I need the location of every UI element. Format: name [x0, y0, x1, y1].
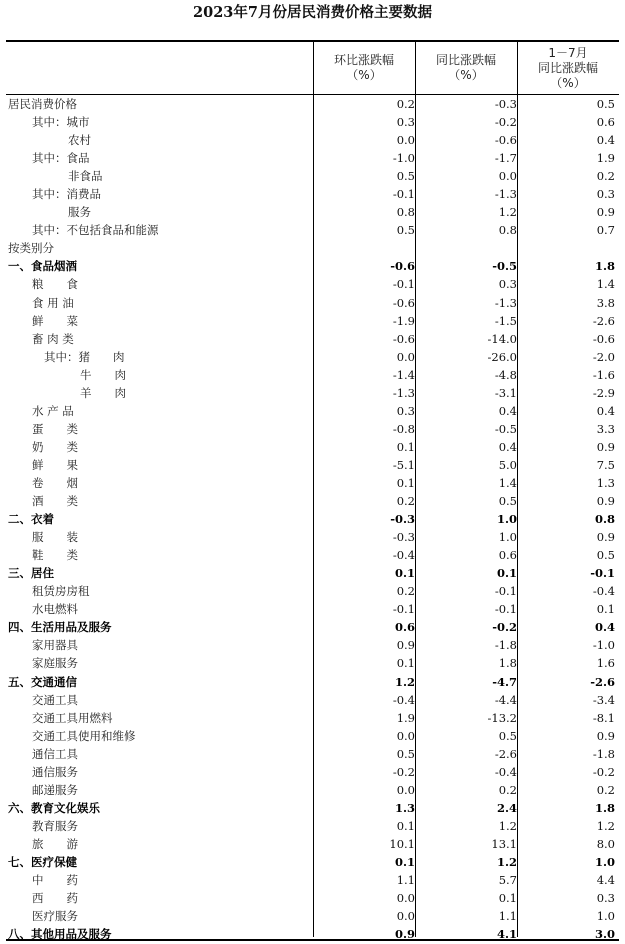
mom-value: 0.0: [396, 909, 415, 924]
table-row: [6, 673, 619, 691]
table-row: [6, 257, 619, 275]
table-row: [6, 600, 619, 618]
table-row: [6, 294, 619, 312]
mom-value: 0.2: [396, 584, 415, 599]
table-row: [6, 709, 619, 727]
table-row: [6, 203, 619, 221]
yoy-value: 2.4: [496, 800, 517, 815]
ytd-value: -2.9: [592, 385, 615, 400]
yoy-value: 0.5: [498, 728, 517, 743]
table-row: [6, 871, 619, 889]
mom-value: -0.8: [392, 421, 415, 436]
ytd-value: -1.8: [592, 746, 615, 761]
ytd-value: 0.4: [594, 620, 615, 635]
row-label: 七、医疗保健: [8, 854, 77, 869]
mom-value: 0.0: [396, 891, 415, 906]
row-label: 四、生活用品及服务: [8, 620, 112, 635]
row-label: 居民消费价格: [8, 97, 77, 111]
table-row: [6, 618, 619, 636]
mom-value: -0.1: [392, 277, 415, 292]
ytd-value: 8.0: [596, 836, 615, 851]
mom-value: -0.3: [392, 530, 415, 545]
ytd-value: 0.9: [596, 530, 615, 545]
yoy-value: 1.0: [498, 530, 517, 545]
ytd-value: 0.7: [596, 223, 615, 238]
table-row: [6, 330, 619, 348]
ytd-value: -1.0: [592, 638, 615, 653]
row-label: 其中：猪 肉: [44, 349, 125, 364]
ytd-value: 1.9: [596, 151, 615, 166]
ytd-value: 0.1: [596, 602, 615, 617]
table-row: [6, 799, 619, 817]
row-label: 食 用 油: [32, 295, 74, 310]
yoy-value: -0.6: [494, 133, 517, 148]
mom-value: -0.1: [392, 602, 415, 617]
mom-value: 0.2: [396, 494, 415, 509]
yoy-value: 0.4: [498, 403, 517, 418]
ytd-value: 1.4: [596, 277, 615, 292]
row-label: 交通工具: [32, 692, 78, 707]
mom-value: 1.3: [394, 800, 415, 815]
ytd-value: 1.6: [596, 656, 615, 671]
mom-value: -5.1: [392, 457, 415, 472]
header-mom-label: 环比涨跌幅: [333, 53, 394, 67]
yoy-value: 0.5: [498, 494, 517, 509]
yoy-value: -0.3: [494, 97, 517, 111]
yoy-value: 1.1: [498, 909, 517, 924]
ytd-value: -1.6: [592, 367, 615, 382]
mom-value: -1.3: [392, 385, 415, 400]
row-label: 通信工具: [32, 746, 78, 761]
table-row: [6, 492, 619, 510]
yoy-value: 4.1: [496, 927, 517, 942]
ytd-value: 1.2: [596, 818, 615, 833]
ytd-value: 0.6: [596, 115, 615, 130]
table-body: [6, 95, 619, 943]
table-row: [6, 366, 619, 384]
table-row: [6, 275, 619, 293]
row-label: 八、其他用品及服务: [8, 927, 112, 942]
header-ytd-unit: （%）: [550, 75, 586, 90]
mom-value: 0.5: [396, 223, 415, 238]
yoy-value: 1.0: [496, 512, 517, 527]
mom-value: 1.2: [394, 674, 415, 689]
row-label: 交通工具使用和维修: [32, 728, 136, 743]
row-label: 西 药: [32, 891, 78, 906]
row-label: 农村: [68, 133, 91, 148]
cpi-table: [6, 40, 619, 941]
row-label: 邮递服务: [32, 782, 78, 797]
table-row: [6, 113, 619, 131]
yoy-value: 0.1: [498, 891, 517, 906]
ytd-value: 0.5: [596, 548, 615, 563]
mom-value: 0.3: [396, 115, 415, 130]
ytd-value: 7.5: [596, 457, 615, 472]
table-row: [6, 817, 619, 835]
table-row: [6, 907, 619, 925]
ytd-value: -0.2: [592, 764, 615, 779]
mom-value: 0.5: [396, 746, 415, 761]
table-row: [6, 582, 619, 600]
table-row: [6, 510, 619, 528]
mom-value: 1.1: [396, 873, 415, 888]
ytd-value: 0.2: [596, 169, 615, 184]
row-label: 家用器具: [32, 638, 78, 653]
yoy-value: 5.0: [498, 457, 517, 472]
yoy-value: 13.1: [491, 836, 517, 851]
yoy-value: 1.2: [498, 205, 517, 220]
row-label: 蛋 类: [32, 421, 78, 436]
mom-value: -0.1: [392, 187, 415, 202]
header-yoy: [415, 42, 517, 94]
mom-value: 0.1: [396, 818, 415, 833]
yoy-value: 0.4: [498, 439, 517, 454]
row-label: 其中：城市: [32, 115, 90, 130]
ytd-value: -8.1: [592, 710, 615, 725]
table-row: [6, 149, 619, 167]
ytd-value: -2.6: [590, 674, 615, 689]
row-label: 非食品: [68, 169, 103, 184]
row-label: 牛 肉: [80, 367, 126, 382]
row-label: 二、衣着: [8, 512, 54, 527]
yoy-value: 0.2: [498, 782, 517, 797]
table-row: [6, 654, 619, 672]
table-row: [6, 384, 619, 402]
mom-value: -0.6: [390, 259, 415, 274]
header-mom-unit: （%）: [346, 68, 382, 82]
mom-value: 0.2: [396, 97, 415, 111]
yoy-value: -0.2: [492, 620, 517, 635]
row-label: 按类别分: [8, 241, 54, 256]
mom-value: 0.5: [396, 169, 415, 184]
table-row: [6, 781, 619, 799]
row-label: 交通工具用燃料: [32, 710, 113, 725]
ytd-value: 1.8: [594, 800, 615, 815]
yoy-value: 0.3: [498, 277, 517, 292]
mom-value: -0.6: [392, 331, 415, 346]
yoy-value: -13.2: [487, 710, 517, 725]
mom-value: 0.1: [394, 854, 415, 869]
yoy-value: -0.1: [494, 584, 517, 599]
row-label: 旅 游: [32, 836, 78, 851]
mom-value: 0.1: [394, 566, 415, 581]
ytd-value: 0.9: [596, 728, 615, 743]
header-yoy-unit: （%）: [448, 68, 484, 82]
mom-value: 0.1: [396, 439, 415, 454]
row-label: 教育服务: [32, 818, 78, 833]
row-label: 畜 肉 类: [32, 331, 74, 346]
table-row: [6, 239, 619, 257]
yoy-value: -0.2: [494, 115, 517, 130]
ytd-value: -0.1: [590, 566, 615, 581]
yoy-value: 0.0: [498, 169, 517, 184]
mom-value: 0.1: [396, 475, 415, 490]
mom-value: 0.8: [396, 205, 415, 220]
yoy-value: -4.7: [492, 674, 517, 689]
mom-value: 0.3: [396, 403, 415, 418]
mom-value: 0.9: [394, 927, 415, 942]
ytd-value: 0.9: [596, 494, 615, 509]
mom-value: -0.4: [392, 548, 415, 563]
yoy-value: 1.2: [496, 854, 517, 869]
header-ytd-period: 1－7月: [548, 45, 588, 60]
ytd-value: 0.9: [596, 439, 615, 454]
yoy-value: 1.8: [498, 656, 517, 671]
ytd-value: 0.8: [594, 512, 615, 527]
mom-value: 0.0: [396, 349, 415, 364]
ytd-value: 3.0: [594, 927, 615, 942]
ytd-value: 0.2: [596, 782, 615, 797]
yoy-value: 5.7: [498, 873, 517, 888]
table-row: [6, 456, 619, 474]
row-label: 水 产 品: [32, 403, 74, 418]
yoy-value: -4.4: [494, 692, 517, 707]
ytd-value: -0.6: [592, 331, 615, 346]
yoy-value: -26.0: [487, 349, 517, 364]
ytd-value: 0.3: [596, 891, 615, 906]
table-row: [6, 348, 619, 366]
row-label: 五、交通通信: [8, 674, 77, 689]
row-label: 酒 类: [32, 494, 78, 509]
row-label: 一、食品烟酒: [8, 259, 77, 274]
yoy-value: 1.2: [498, 818, 517, 833]
table-row: [6, 131, 619, 149]
yoy-value: -3.1: [494, 385, 517, 400]
ytd-value: 1.0: [594, 854, 615, 869]
table-row: [6, 636, 619, 654]
table-row: [6, 474, 619, 492]
ytd-value: 0.5: [596, 97, 615, 111]
ytd-value: 1.8: [594, 259, 615, 274]
ytd-value: 3.8: [596, 295, 615, 310]
ytd-value: 1.3: [596, 475, 615, 490]
yoy-value: 0.8: [498, 223, 517, 238]
yoy-value: -0.4: [494, 764, 517, 779]
table-row: [6, 402, 619, 420]
mom-value: 0.9: [396, 638, 415, 653]
table-row: [6, 889, 619, 907]
mom-value: -1.9: [392, 313, 415, 328]
row-label: 医疗服务: [32, 909, 78, 924]
row-label: 粮 食: [32, 277, 78, 292]
row-label: 中 药: [32, 873, 78, 888]
table-row: [6, 167, 619, 185]
yoy-value: -0.5: [492, 259, 517, 274]
table-row: [6, 853, 619, 871]
table-row: [6, 528, 619, 546]
mom-value: -1.0: [392, 151, 415, 166]
table-row: [6, 745, 619, 763]
mom-value: 0.1: [396, 656, 415, 671]
mom-value: 0.6: [394, 620, 415, 635]
ytd-value: 0.3: [596, 187, 615, 202]
row-label: 水电燃料: [32, 602, 78, 617]
row-label: 鞋 类: [32, 548, 78, 563]
mom-value: 1.9: [396, 710, 415, 725]
yoy-value: -1.8: [494, 638, 517, 653]
row-label: 家庭服务: [32, 656, 78, 671]
table-row: [6, 835, 619, 853]
yoy-value: 1.4: [498, 475, 517, 490]
mom-value: -0.6: [392, 295, 415, 310]
table-row: [6, 546, 619, 564]
table-row: [6, 420, 619, 438]
ytd-value: 0.4: [596, 403, 615, 418]
yoy-value: 0.1: [496, 566, 517, 581]
mom-value: -0.2: [392, 764, 415, 779]
row-label: 六、教育文化娱乐: [8, 800, 100, 815]
yoy-value: -1.7: [494, 151, 517, 166]
table-row: [6, 95, 619, 113]
row-label: 三、居住: [8, 566, 54, 581]
table-row: [6, 312, 619, 330]
mom-value: 0.0: [396, 728, 415, 743]
row-label: 卷 烟: [32, 475, 78, 490]
row-label: 鲜 菜: [32, 313, 78, 328]
row-label: 其中：消费品: [32, 187, 101, 202]
ytd-value: 3.3: [596, 421, 615, 436]
row-label: 服务: [68, 205, 91, 220]
ytd-value: -0.4: [592, 584, 615, 599]
mom-value: 0.0: [396, 782, 415, 797]
ytd-value: 0.4: [596, 133, 615, 148]
table-row: [6, 691, 619, 709]
ytd-value: 0.9: [596, 205, 615, 220]
header-mom: [313, 42, 415, 94]
row-label: 奶 类: [32, 439, 78, 454]
yoy-value: -14.0: [487, 331, 517, 346]
yoy-value: -1.3: [494, 295, 517, 310]
row-label: 通信服务: [32, 764, 78, 779]
ytd-value: 4.4: [596, 873, 615, 888]
yoy-value: -2.6: [494, 746, 517, 761]
yoy-value: -1.3: [494, 187, 517, 202]
ytd-value: -3.4: [592, 692, 615, 707]
row-label: 租赁房房租: [32, 584, 90, 599]
row-label: 其中：不包括食品和能源: [32, 223, 159, 238]
mom-value: -0.3: [390, 512, 415, 527]
row-label: 其中：食品: [32, 151, 90, 166]
yoy-value: -0.5: [494, 421, 517, 436]
yoy-value: -4.8: [494, 367, 517, 382]
table-row: [6, 221, 619, 239]
table-row: [6, 564, 619, 582]
table-row: [6, 763, 619, 781]
yoy-value: -0.1: [494, 602, 517, 617]
row-label: 羊 肉: [80, 385, 126, 400]
header-ytd: [517, 42, 619, 94]
row-label: 服 装: [32, 530, 78, 545]
mom-value: -1.4: [392, 367, 415, 382]
table-row: [6, 185, 619, 203]
document-title: 2023年7月份居民消费价格主要数据: [193, 4, 432, 21]
ytd-value: -2.0: [592, 349, 615, 364]
ytd-value: -2.6: [592, 313, 615, 328]
table-row: [6, 925, 619, 943]
table-row: [6, 727, 619, 745]
mom-value: 10.1: [389, 836, 415, 851]
mom-value: -0.4: [392, 692, 415, 707]
header-ytd-label: 同比涨跌幅: [537, 60, 598, 75]
table-row: [6, 438, 619, 456]
yoy-value: -1.5: [494, 313, 517, 328]
yoy-value: 0.6: [498, 548, 517, 563]
row-label: 鲜 果: [32, 457, 78, 472]
mom-value: 0.0: [396, 133, 415, 148]
header-yoy-label: 同比涨跌幅: [435, 53, 496, 67]
ytd-value: 1.0: [596, 909, 615, 924]
